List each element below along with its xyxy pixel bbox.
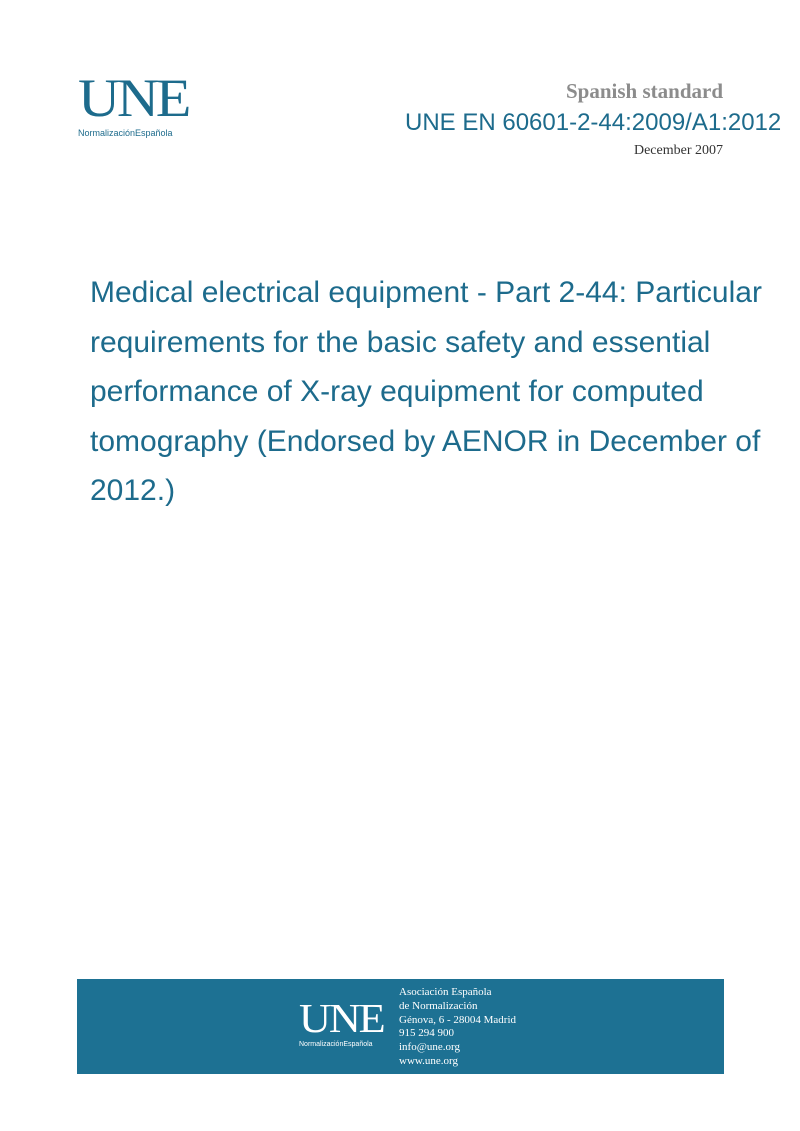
footer-org-line1: Asociación Española [399,986,492,998]
footer-logo-subtitle [299,1041,377,1048]
standard-code: UNE EN 60601-2-44:2009/A1:2012 [405,109,782,136]
logo-subtitle-a: Normalización [78,128,136,138]
logo-subtitle-b: Española [135,128,173,138]
footer-phone: 915 294 900 [399,1027,454,1040]
footer-org-line2: de Normalización [399,999,478,1012]
une-logo [78,68,198,138]
footer-logo-subtitle-a: Normalización [299,1041,344,1048]
footer-banner [77,979,724,1074]
standard-date: December 2007 [633,143,723,158]
footer-logo-wordmark: UNE [299,995,384,1041]
standard-label: Spanish standard [566,79,723,103]
footer-contact [399,986,516,1069]
footer-logo [299,995,384,1048]
footer-website[interactable]: www.une.org [399,1054,458,1067]
document-title: Medical electrical equipment - Part 2-44: Particular requirements for the basic safety and essential performance of X-ray equipment for computed tomography (Endorsed by AENOR in December of 2012.) [90,276,762,507]
footer-logo-subtitle-b: Española [343,1041,373,1048]
logo-wordmark: UNE [78,68,189,128]
footer-email[interactable]: info@une.org [399,1041,460,1054]
logo-subtitle [78,128,198,138]
footer-address: Génova, 6 - 28004 Madrid [399,1013,517,1026]
